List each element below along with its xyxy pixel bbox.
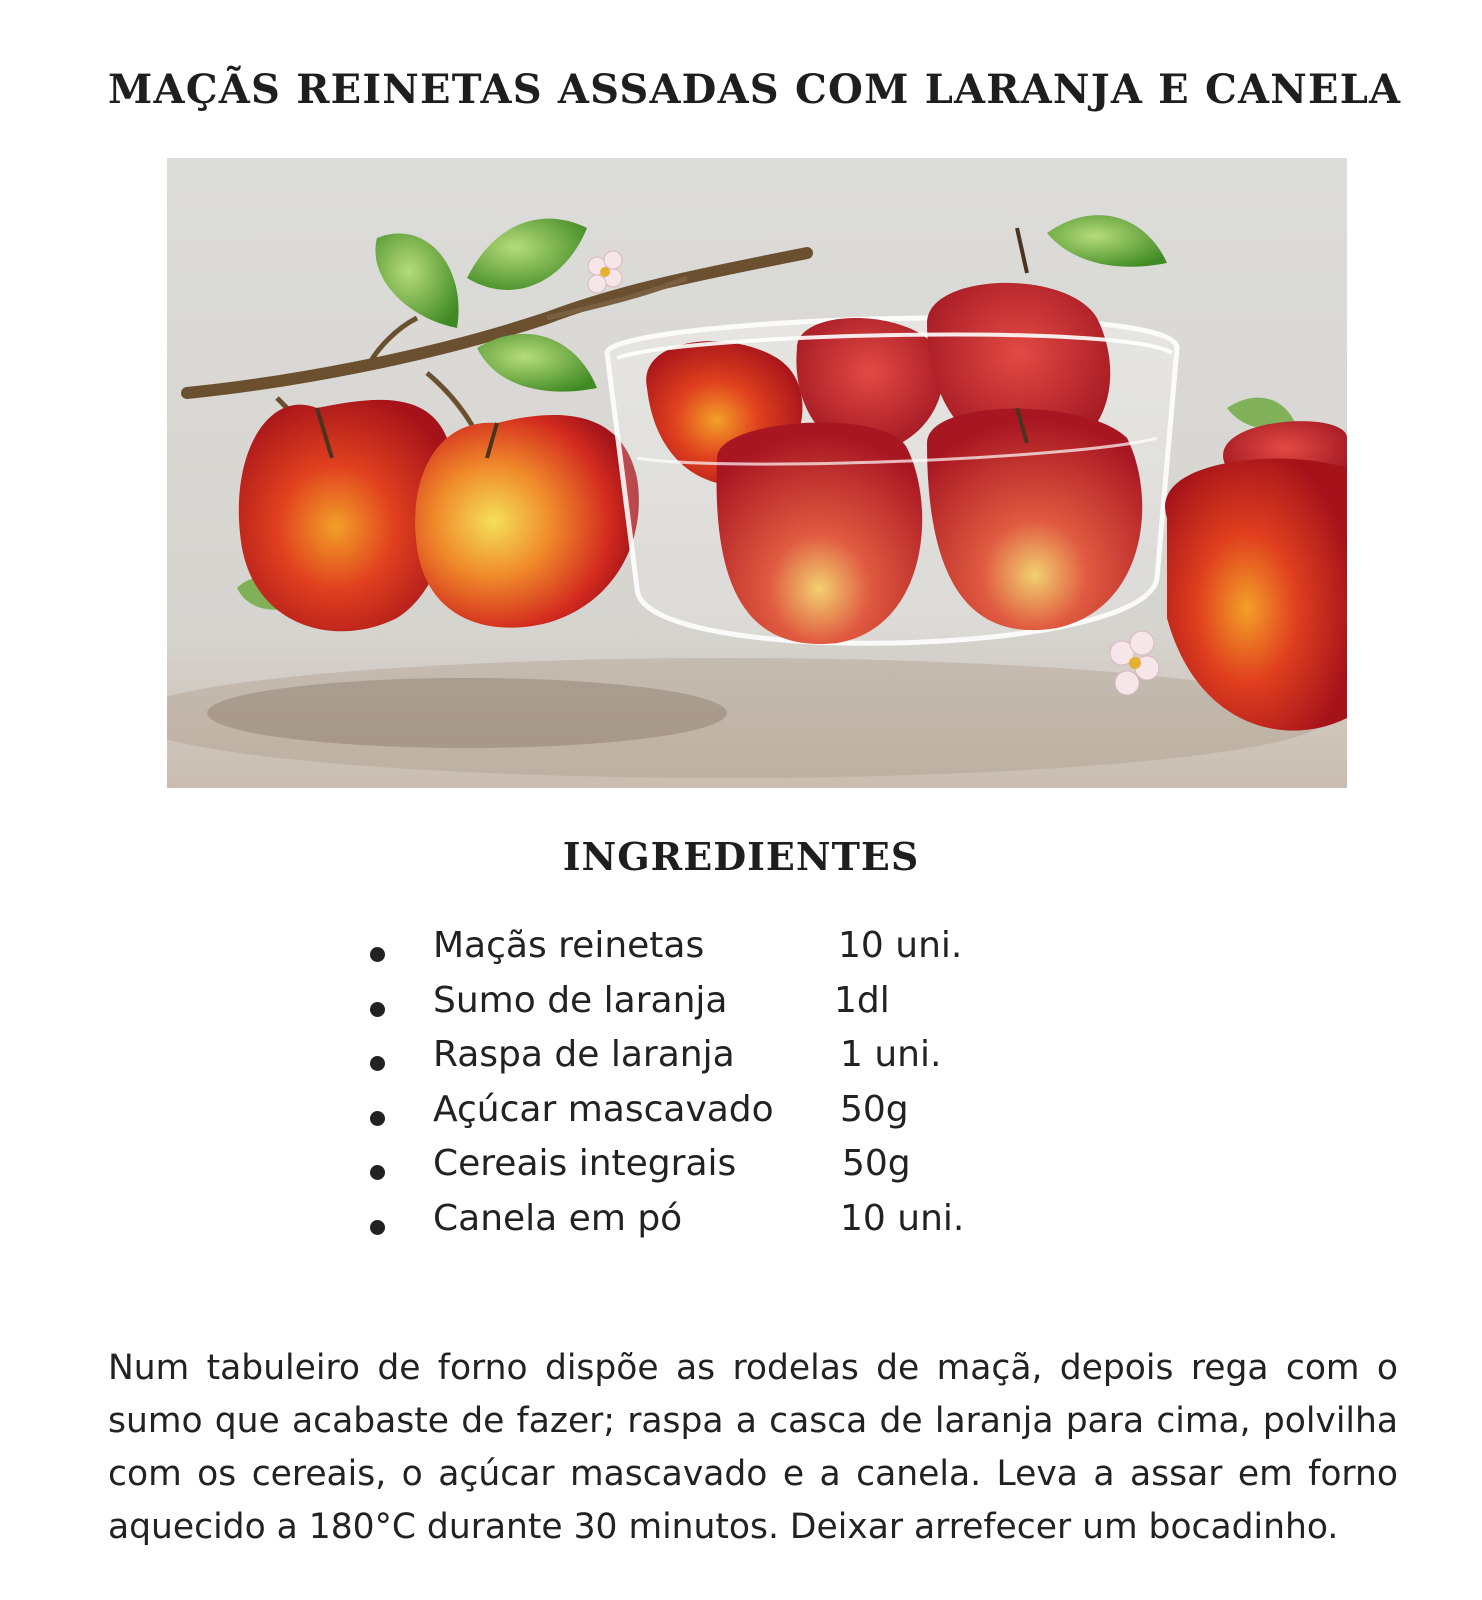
ingredients-list — [360, 925, 1060, 1252]
bullet-icon — [370, 1165, 385, 1180]
bullet-icon — [370, 947, 385, 962]
bullet-icon — [370, 1056, 385, 1071]
list-item — [360, 1198, 1060, 1253]
recipe-title: MAÇÃS REINETAS ASSADAS COM LARANJA E CANELA — [108, 66, 1402, 113]
ingredient-quantity: 10 uni. — [840, 1197, 965, 1239]
ingredient-name: Raspa de laranja — [433, 1034, 735, 1075]
ingredients-heading: INGREDIENTES — [562, 834, 920, 879]
ingredient-name: Canela em pó — [433, 1197, 683, 1239]
ingredient-name: Maçãs reinetas — [433, 925, 705, 966]
apples-painting-image — [167, 158, 1347, 788]
bullet-icon — [370, 1220, 385, 1235]
list-item — [360, 925, 1060, 980]
ingredient-quantity: 1 uni. — [840, 1034, 942, 1075]
ingredient-quantity: 50g — [842, 1143, 911, 1184]
ingredient-quantity: 50g — [840, 1088, 909, 1130]
ingredient-name: Cereais integrais — [433, 1143, 737, 1184]
list-item — [360, 1089, 1060, 1144]
ingredient-quantity: 1dl — [834, 979, 890, 1021]
ingredient-quantity: 10 uni. — [838, 925, 963, 966]
bullet-icon — [370, 1111, 385, 1126]
list-item — [360, 980, 1060, 1035]
instructions-paragraph: Num tabuleiro de forno dispõe as rodelas de maçã, depois rega com o sumo que acabaste de fazer; raspa a casca de laranja para cima, polvilha com os cereais, o açúcar mascavado e a canela. Leva a assar em forno aquecido a 180°C durante 30 minutos. Deixar arrefecer um bocadinho. — [108, 1348, 1398, 1547]
ingredient-name: Sumo de laranja — [433, 979, 728, 1021]
list-item — [360, 1034, 1060, 1089]
bullet-icon — [370, 1002, 385, 1017]
ingredient-name: Açúcar mascavado — [433, 1088, 774, 1130]
list-item — [360, 1143, 1060, 1198]
